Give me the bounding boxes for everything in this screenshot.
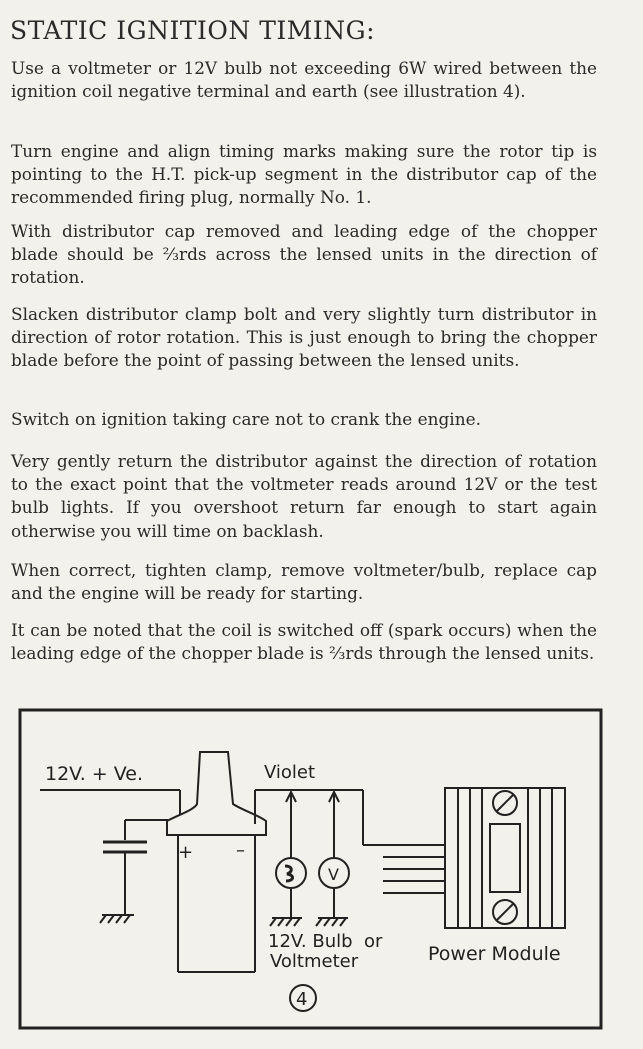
paragraph-tighten-clamp	[11, 559, 597, 605]
diagram-frame	[20, 710, 601, 1028]
paragraph-text: Use a voltmeter or 12V bulb not exceeding 6W wired between the ignition coil negative terminal and earth (see illustration 4).	[11, 58, 597, 102]
paragraph-slacken-clamp	[11, 303, 597, 373]
figure-number: 4	[296, 989, 308, 1010]
paragraph-text: Switch on ignition taking care not to crank the engine.	[11, 409, 481, 429]
page-title: STATIC IGNITION TIMING:	[10, 16, 376, 45]
violet-wire-label: Violet	[264, 762, 316, 783]
capacitor-symbol	[100, 820, 168, 923]
violet-wire	[255, 790, 445, 893]
paragraph-switch-on	[11, 408, 597, 431]
paragraph-text: Very gently return the distributor against the direction of rotation to the exact point that the voltmeter reads around 12V or the test bulb lights. If you overshoot return far enough to start again otherwise you will time on backlash.	[11, 451, 597, 541]
paragraph-text: Turn engine and align timing marks making sure the rotor tip is pointing to the H.T. pick-up segment in the distributor cap of the recommended firing plug, normally No. 1.	[11, 141, 597, 208]
paragraph-coil-note	[11, 619, 597, 665]
paragraph-text: With distributor cap removed and leading edge of the chopper blade should be ⅔rds across the lensed units in the direction of rotation.	[11, 221, 597, 288]
power-module-label: Power Module	[428, 943, 561, 965]
paragraph-voltmeter-setup	[11, 57, 597, 103]
paragraph-align-marks	[11, 140, 597, 210]
bulb-voltmeter-label-line2: Voltmeter	[270, 951, 359, 972]
bulb-voltmeter-label-line1: 12V. Bulb or	[268, 931, 383, 952]
paragraph-chopper-blade	[11, 220, 597, 290]
bulb-icon	[276, 858, 306, 888]
paragraph-return-distributor	[11, 450, 597, 543]
coil-minus-terminal: –	[236, 840, 245, 861]
wiring-diagram	[0, 700, 643, 1049]
power-module	[445, 788, 565, 928]
paragraph-text: It can be noted that the coil is switched off (spark occurs) when the leading edge of the chopper blade is ⅔rds through the lensed units.	[11, 620, 597, 664]
coil-plus-terminal: +	[178, 842, 194, 863]
supply-label: 12V. + Ve.	[45, 763, 144, 785]
paragraph-text: Slacken distributor clamp bolt and very slightly turn distributor in direction of rotor rotation. This is just enough to bring the chopper blade before the point of passing between the lensed units.	[11, 304, 597, 371]
paragraph-text: When correct, tighten clamp, remove voltmeter/bulb, replace cap and the engine will be ready for starting.	[11, 560, 597, 604]
voltmeter-symbol: V	[328, 865, 339, 884]
